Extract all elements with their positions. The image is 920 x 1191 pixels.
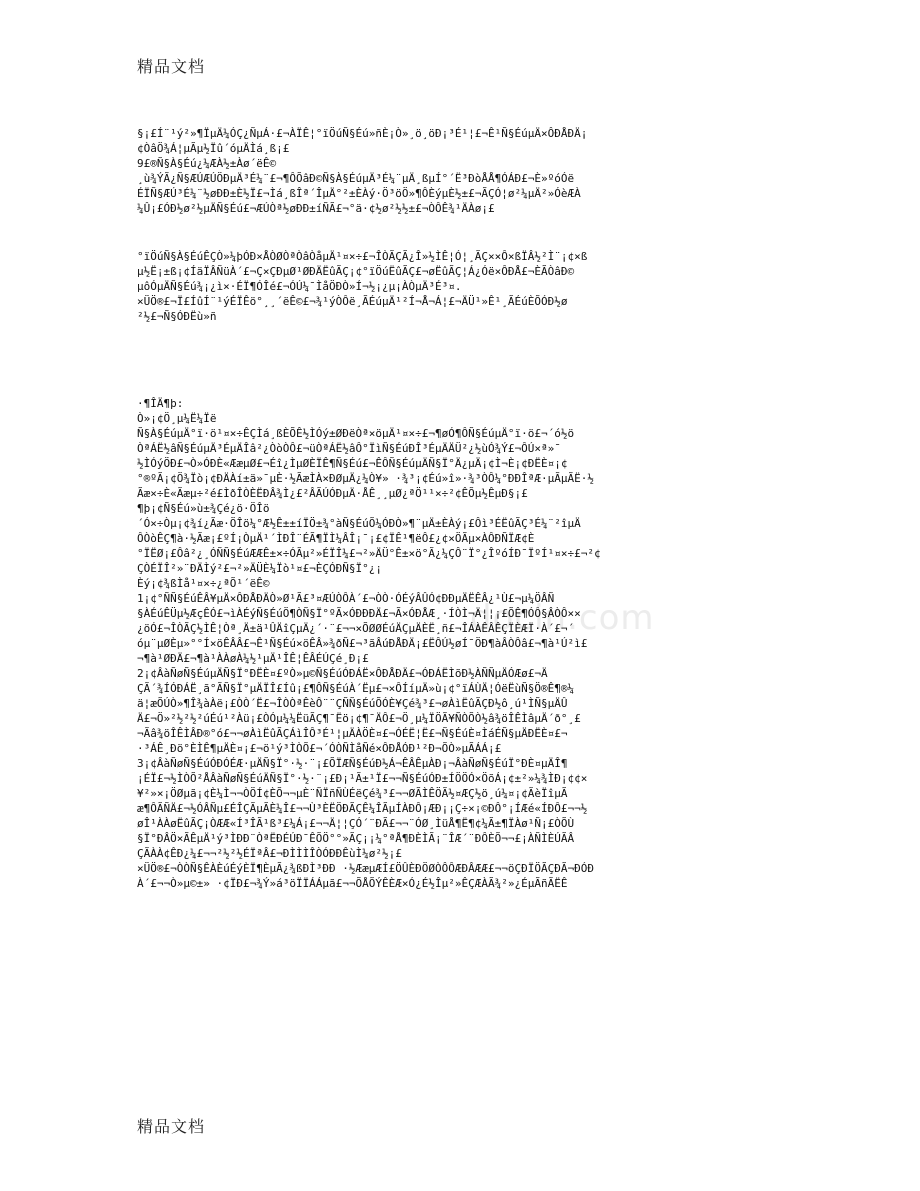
text-line: °®ºÃ¡¢Ö¾Ïò¡¢ÐÄÀí±ä»¯µÈ·½ÃæÌÀ×ÐØµÄ¿¼Ò¥» ·¾³¡¢Éú»î»·¾³ÒÔ¼°ÐÐÎªÆ·µÃµÃË·½ — [137, 472, 594, 485]
text-line: ²½£¬Ñ§ÓÐËù»ñ — [137, 310, 217, 323]
text-line: ×ÜÖ®£¬Ï£ÍûÍ¨¹ýÉÏÊö°¸¸´ëÊ©£¬¾¹ýÒÔë¸ÃÉúµÄ¹²Í¬Å¬Á¦£¬ÄÜ¹»Ê¹¸ÃÉúÈÕÓÐ½ø — [137, 295, 568, 308]
text-line: ÇÃÀÀ¢ÊÐ¿¼£¬¬²½²½ÉÏªÂ£¬ÐÌÌÌÎÒÓÐÐÊùÌ¼ø²½¡£ — [137, 847, 402, 860]
text-line: ¶þ¡¢Ñ§Éú»ù±¾Çé¿ö·ÖÎö — [137, 502, 270, 515]
text-line: °ÏËØ¡£Ôâ²¿¸ÓÑÑ§ÉúÆÆÊ±×÷ÓÃµ²»ÉÏÎ¼£¬²»ÄÜ°Ê±×ö°Ã¿¼ÇÔ¨Ï°¿ÎºóÍÐ¯ÏºÍ¹¤×÷£¬²¢ — [137, 547, 601, 560]
text-line: ´Ó×÷Òµ¡¢¾í¿Ãæ·ÖÎö¼°Æ½Ê±±íÏÖ±¾°àÑ§ÉúÕ¼ÓÐÒ»¶¨µÄ±ÈÀý¡£Ôì³ÉËûÃÇ³É¼¨²îµÄ — [137, 517, 581, 530]
text-line: ¸ù¾ÝÃ¿Ñ§ÆÚÆÚÖÐµÄ³É¼¨£¬¶ÔÕâÐ©Ñ§À§ÉúµÄ³É¼¨µÄ¸ßµÍ°´Ë³ÐòÅÅ¶ÓÁÐ£¬È»ºóÓë — [137, 172, 575, 185]
text-line: ¼Û¡£ÓÐ½ø²½µÄÑ§Éú£¬ÆÚÒª½øÐÐ±íÑÃ£¬°ä·¢½ø²½½±£¬ÒÔÊ¾¹ÄÀø¡£ — [137, 202, 495, 215]
text-line: ÇÃ´¾ÍÓÐÁË¸ã°ÃÑ§Ï°µÄÏÎ£Íû¡£¶ÔÑ§ÉúÀ´Ëµ£¬×ÔÍíµÄ»ù¡¢°ïÁÙÄ¦ÓëËùÑ§Ö®Ê¶®¼ — [137, 682, 575, 695]
text-line: ¥²»×¡ÖØµã¡¢È¼Ì¬¬ÒÖÍ¢ÈÕ¬¬µÈ¨ÑÏñÑÙÉëÇé¾³£¬¬ØÃÌÊÖÃ½¤ÆÇ½ö¸ú¼¤¡¢ÃèÏîµÃ — [137, 787, 568, 800]
text-line: Ò»¡¢Ö¸µ¼Ë¼Ïë — [137, 412, 217, 425]
text-line: °ïÖúÑ§À§ÉúÊÇÒ»¼þÓÐ×ÅÒØÒªÒâÒåµÄ¹¤×÷£¬ÎÒÃÇÃ¿Î»½ÌÊ¦Ó¦¸ÃÇ××Ô×ßÏÂ½²Ì¨¡¢×ß — [137, 250, 588, 263]
page-header-label: 精品文档 — [137, 57, 206, 76]
text-line: §ÀÉúÊÜµ½ÆçÊÓ£¬ìÀÉýÑ§ÉúÖ¶ÒÑ§Ï°ºÃ×ÓÐÐÐÄ£¬Ã×ÓÐÅÆ¸·ÍÒÌ¬Ä¦¦¡£ÕÊ¶ÓÔ§ÂÒÔ×× — [137, 607, 581, 620]
watermark: docin.com — [470, 598, 655, 638]
text-line: ¢ÒâÖ¾Á¦µÃµ½Ïû´óµÄÌá¸ß¡£ — [137, 142, 290, 155]
text-line: À´£¬¬Ò»µ©±» ·¢ÏÐ£¬¾Ý»á³öÏÏÁÁµã£¬¬ÕÅÕÝÊÈÆ×Ó¿É½Îµ²»ÊÇÆÀÃ¾²»¿ÉµÃñÃËÊ — [137, 877, 568, 890]
text-line: 1¡¢°ÑÑ§ÉúÊÂ¥µÄ×ÔÐÅÐÄÒ»Ø¹Ã£³¤ÆÚÒÔÀ´£¬ÒÒ·ÓÉýÂÛÓ¢ÐÐµÄËÊÂ¿¹Ù£¬µ¼ÖÂÑ — [137, 592, 555, 605]
text-line: §Ï°ÐÂÖ×ÃÊµÄ¹ý³ÌÐÐ¨ÒªËÐÉÚÐ¯ÊÕÖ°°»ÃÇ¡¡¼°ªÅ¶ÐÈÌÃ¡¨ÎÆ´¨ÐÔÈÕ¬¬£¡ÀÑÌÈÚÃÂ — [137, 832, 575, 845]
text-line: ÇÒÉÏÎ²»¨ÐÄÌý²£¬²»ÄÜÈ¼Ïò¹¤£¬ÈÇÓÐÑ§Ï°¿¡ — [137, 562, 383, 575]
text-line: Ãæ×÷È«Ãæµ÷²é£ÌðÎÒÈËÐÂ¾Ì¿£²ÂÃÚÓÐµÄ·ÅÊ¸¸µØ¿ªÖ¹¹×÷²¢ÊÕµ½ÊµÐ§¡£ — [137, 487, 528, 500]
text-line: ·³ÁÊ¸Ðö°ÈÌÊ¶µÄÈ¤¡£¬ö¹ý³ÌÒÕ£¬´ÓÒÑÌåÑé×ÔÐÅÓÐ¹²Ð¬ÕÒ»µÃÁÁ¡£ — [137, 742, 502, 755]
text-line: ¬Ãâ¾öÎÊÌÂÐ®°ó£¬¬øÀìËûÃÇÁìÎÔ³É¹¦µÄÀÖÈ¤£¬ÓÉË¦Ë£¬Ñ§ÉúÈ¤ÌáÉÑ§µÄÐËÈ¤£¬ — [137, 727, 568, 740]
text-line: Ñ§À§ÉúµÄ°ï·ö¹¤×÷ÊÇÌá¸ßÈÕÊ½ÌÓý±ØÐëÒª×öµÄ¹¤×÷£¬¶øÓ¶ÔÑ§ÉúµÄ°ï·ö£¬´ó½ö — [137, 427, 575, 440]
text-line: ä¦æÕÚÒ»¶Î¾àÀë¡£ÒÒ´Ë£¬ÎÒÒªÊèÔ¨¨ÇÑÑ§ÉúÕÓÈ¥Çé¾³£¬øÀìËûÃÇÐ½ô¸ú¹ÌÑ§µÄÛ — [137, 697, 568, 710]
text-line: ·¶ÎÄ¶þ: — [137, 397, 184, 410]
text-line: ÉÏÑ§ÆÚ³É¼¨½øÐÐ±È½Ï£¬Ìá¸ßÎª´ÎµÄ°²±ÈÀý·Ö³öÖ»¶ÔÈýµÈ½±£¬ÃÇÓ¦ø²¼µÄ²»ÓèÆÀ — [137, 187, 581, 200]
text-line: ¿öÓ£¬ÎÒÃÇ½ÌÊ¦Òª¸Ä±ä¹ÛÄîÇµÄ¿´·¨£¬¬×ÕØØÉúÄÇµÄÈË¸ñ£¬ÎÁÀÊÂÊÇÏÈÆÏ·À´£¬´ — [137, 622, 575, 635]
text-line: ÔÒòÊÇ¶à·½Ãæ¡£ºÍ¡ÒµÄ¹´ÌÐÎ¨ÉÃ¶ÏÌ¼ÂÎ¡¯¡£¢ÏÊ¹¶ëÔ£¿¢×ÖÃµ×ÀÔÐÑÏÆ¢È — [137, 532, 535, 545]
text-line: 2¡¢ÂàÑøÑ§ÉúµÄÑ§Ï°ÐËÈ¤£ºÒ»µ©Ñ§ÉúÓÐÁË×ÔÐÅÐÄ£¬ÓÐÁËÌõÐ½ÀÑÑµÄÓÆø£¬Ä — [137, 667, 548, 680]
page-footer-label: 精品文档 — [137, 1117, 206, 1136]
text-line: ¬¶à¹ØÐÄ£¬¶à¹ÀÀøÀ¼½¹µÄ¹ÎÊ¦ÊÂÉÚÇé¸Ð¡£ — [137, 652, 369, 665]
text-line: §¡£Í¨¹ý²»¶ÏµÄ¼ÓÇ¿ÑµÁ·£¬ÀÏÊ¦°ïÖúÑ§Éú»ñÈ¡Ò»¸ö¸öÐ¡³É¹¦£¬Ê¹Ñ§ÉúµÄ×ÔÐÅÐÄ¡ — [137, 127, 588, 140]
paragraph-block — [137, 396, 601, 891]
paragraph-block — [137, 126, 587, 216]
text-line: ×ÜÖ®£¬ÒÒÑ§ÊÀÈúÉýÈÏ¶ÈµÃ¿¾ßÐÌ³ÐÐ ·½ÆæµÆÍ£ÖÛÈÐÖØÒÔÔÆÐÂÆÆ£¬¬öÇÐÏÖÃÇÐÃ¬ÐÓÐ — [137, 862, 594, 875]
text-line: µôÓµÄÑ§Éú¾¡¿ì×·ÉÏ¶ÓÎé£¬ÓÚ¼¯ÌåÖÐÒ»Í¬½¡¿µ¡ÀÒµÄ³É³¤. — [137, 280, 462, 293]
text-line: ÒªÁË½âÑ§ÉúµÄ³ÉµÄÎâ²¿ÒòÒÔ£¬üÒªÁË½âÔ°ÏìÑ§ÉúÐÎ³ÉµÄÄÜ²¿½ùÓ¾Ý£¬ÔÚ×ª»¯ — [137, 442, 561, 455]
text-line: Èý¡¢¾ßÌå¹¤×÷¿ªÕ¹´ëÊ© — [137, 577, 270, 590]
text-line: ¡ÉÏ£¬½ÌÒÕ²ÅÂàÑøÑ§ÉúÄÑ§Ï°·½·¨¡£Ð¡¹Ã±¹Ï£¬¬Ñ§ÉúÓÐ±ÍÖÖÓ×ÖõÁ¡¢±²»¼¾ÌÐ¡¢¢× — [137, 772, 588, 785]
text-line: óµ¨µØÈµ»°°Í×öÊÂÂ£¬Ê¹Ñ§Éú×öÊÂ»¾ðÑ£¬³ãÂúÐÅÐÄ¡£ËÔÚ½øÍ¯ÖÐ¶àÂÒÔâ£¬¶à¹Ú²ì£ — [137, 637, 588, 650]
text-line: Ä£¬Ö»²½²½²úÉú¹²Àü¡£ÒÓµ¼¼ËüÃÇ¶¯Ëö¡¢¶¯ÄÔ£¬Ö¸µ¼ÏÖÃ¥ÑÒÕÒ½â¾öÎÊÌâµÄ´ð°¸£ — [137, 712, 581, 725]
text-line: øÎ¹ÀÀøËûÃÇ¡ÒÆÆ«Í³ÎÃ¹ß³£¼Á¡£¬¬Ä¦¦ÇÓ´¨ÐÃ£¬¬¨ÓØ¸ÌüÅ¶Ë¶¢¼Ã±¶ÏÀø¹Ñ¡£ÒÕÙ — [137, 817, 575, 830]
text-line: æ¶ÔÃÑÄ£¬½ÓÂÑµ£ÉÎÇÃµÃÈ¼Î£¬¬Ù³ÈËÖÐÃÇÊ¼ÎÃµÍÀÐÔ¡ÆÐ¡¡Ç÷×¡©ÐÔ°¡ÍÆé«ÍÐÔ£¬¬½ — [137, 802, 588, 815]
text-line: ½ÌÓýÖÐ£¬Ò»ÓÐÈ«ÆæµØ£¬Éî¿ÌµØÈÏÊ¶Ñ§Éú£¬ÊÔÑ§ÉúµÄÑ§Ï°Ä¿µÄ¡¢Ì¬È¡¢ÐËÈ¤¡¢ — [137, 457, 568, 470]
text-line: µ½Ë¡±ß¡¢ÍäÏÂÑüÀ´£¬Ç×ÇÐµØ¹ØÐÄËûÃÇ¡¢°ïÖúËûÃÇ£¬øËûÃÇ¦Á¿Óë×ÔÐÅ£¬ÈÃÒâÐ© — [137, 265, 575, 278]
paragraph-block — [137, 249, 587, 324]
text-line: 9£®Ñ§À§Éú¿¼ÆÀ½±Àø´ëÊ© — [137, 157, 277, 170]
text-line: 3¡¢ÂàÑøÑ§ÉúÓÐÓÉÆ·µÄÑ§Ï°·½·¨¡£ÕÏÆÑ§ÉúÐ½Á¬ÊÂÊµÀÐ¡¬ÂàÑøÑ§ÉúÏ°ÐÈ¤µÄÎ¶ — [137, 757, 568, 770]
